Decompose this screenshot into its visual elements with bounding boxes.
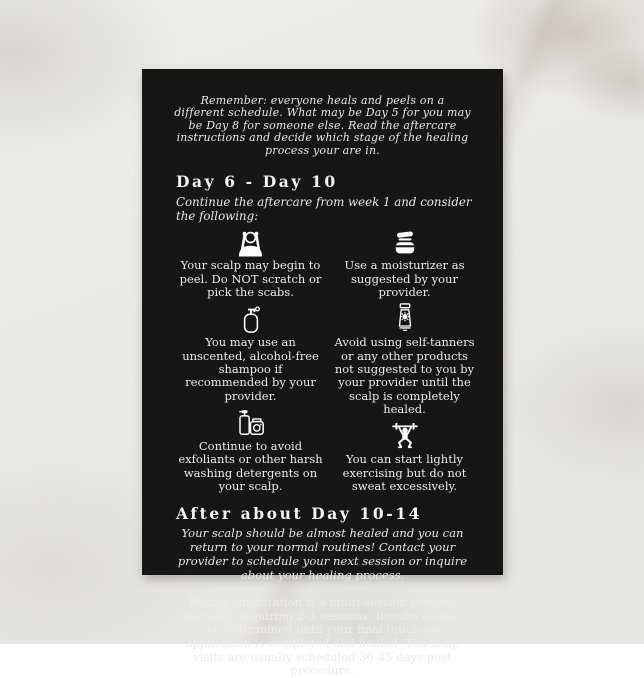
instruction-columns xyxy=(168,227,477,498)
list-item-text: Your scalp may begin to peel. Do NOT scratch or pick the scabs. xyxy=(179,258,322,300)
weightlifter-icon xyxy=(388,421,422,451)
left-column xyxy=(178,227,323,498)
list-item xyxy=(178,304,323,403)
list-item-text: Avoid using self-tanners or any other products not suggested to you by your provider until the scalp is completely healed. xyxy=(334,335,475,417)
intro-paragraph: Remember: everyone heals and peels on a different schedule. What may be Day 5 for you may be Day 8 for someone else. Read the aftercare instructions and decide which stage of the healing process your are in. xyxy=(174,94,471,157)
section-subheading-day10-14: Your scalp should be almost healed and you can return to your normal routines! Contact your provider to schedule your next session or inquire about your healing process. xyxy=(177,526,468,583)
list-item xyxy=(332,421,477,493)
list-item-text: You may use an unscented, alcohol-free shampoo if recommended by your provider. xyxy=(182,335,319,403)
scratching-head-icon xyxy=(234,227,267,257)
footer-note: Micropigmentation is a multi-session process normally requiring 2-3 sessions. Results cannot be determined until your final touch-up application is completed and healed. Touch-up visits are usually scheduled 30-45 days post procedure. xyxy=(182,594,463,678)
list-item xyxy=(178,227,323,299)
list-item-text: You can start lightly exercising but do not sweat excessively. xyxy=(342,452,467,494)
section-heading-day10-14: After about Day 10-14 xyxy=(176,504,423,524)
list-item-text: Use a moisturizer as suggested by your provider. xyxy=(344,258,465,300)
shampoo-pump-icon xyxy=(234,304,268,334)
sunscreen-tube-icon xyxy=(388,304,422,334)
list-item-text: Continue to avoid exfoliants or other harsh washing detergents on your scalp. xyxy=(178,439,323,494)
aftercare-card xyxy=(142,69,503,678)
list-item xyxy=(332,227,477,299)
moisturizer-jar-icon xyxy=(389,227,421,257)
list-item xyxy=(332,304,477,416)
section-heading-day6-10: Day 6 - Day 10 xyxy=(176,172,338,192)
section-subheading-day6-10: Continue the aftercare from week 1 and consider the following: xyxy=(176,195,472,224)
list-item xyxy=(178,408,323,493)
cleaning-products-icon xyxy=(233,408,268,438)
right-column xyxy=(332,227,477,498)
